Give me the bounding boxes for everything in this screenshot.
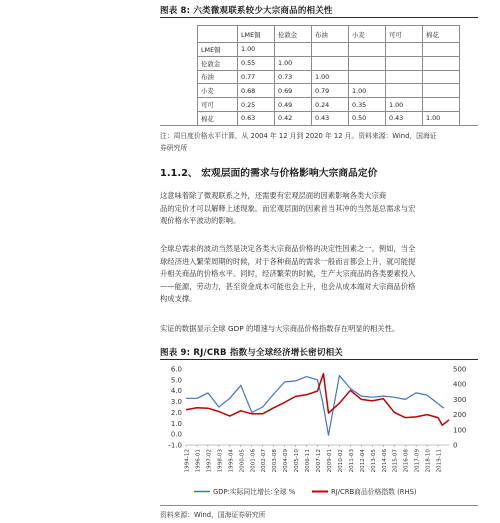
x-tick-label: 2009-01 <box>326 449 333 473</box>
left-tick-label: 1.0 <box>170 419 182 428</box>
table-cell: 0.43 <box>312 111 349 125</box>
row-label: 小麦 <box>198 84 238 98</box>
table-header-cell: 布油 <box>312 26 349 43</box>
table-cell <box>349 56 386 70</box>
paragraph-line: 品的定价才可以解释上述现象。而宏观层面的因素首当其冲的当然是总需求与宏 <box>160 203 416 213</box>
x-tick-label: 2000-05 <box>239 449 246 473</box>
figure8-note-cont: 券研究所 <box>160 144 188 152</box>
legend-label-crb: RJ/CRB商品价格指数 (RHS) <box>331 488 417 496</box>
paragraph-line: 升相关商品的价格水平。同时，经济繁荣的时候，生产大宗商品的各类要素投入 <box>160 269 416 279</box>
paragraph-3 <box>160 323 478 336</box>
row-label: 伦敦金 <box>198 56 238 70</box>
section-heading: 1.1.2、 宏观层面的需求与价格影响大宗商品定价 <box>160 168 378 179</box>
table-cell <box>386 56 423 70</box>
table-cell <box>386 70 423 84</box>
table-cell: 0.49 <box>275 98 312 112</box>
paragraph-2 <box>160 243 478 306</box>
figure9-title-rule <box>160 359 478 360</box>
x-tick-label: 2019-11 <box>436 449 443 473</box>
table-header-row <box>198 26 460 43</box>
left-tick-label: 2.0 <box>170 408 182 417</box>
table-row <box>198 70 460 84</box>
table-cell: 0.68 <box>238 84 275 98</box>
x-tick-label: 2018-10 <box>425 449 432 473</box>
x-tick-label: 2012-04 <box>359 449 366 473</box>
table-header-cell: LME铜 <box>238 26 275 43</box>
table-cell <box>275 43 312 57</box>
left-tick-label: 3.0 <box>170 398 182 407</box>
table-cell: 0.42 <box>275 111 312 125</box>
x-tick-label: 1996-01 <box>195 449 202 473</box>
gdp-crb-chart <box>160 361 478 503</box>
table-cell: 0.69 <box>275 84 312 98</box>
table-cell: 1.00 <box>275 56 312 70</box>
x-tick-label: 2005-10 <box>294 449 301 473</box>
x-tick-label: 2004-09 <box>283 449 290 473</box>
left-tick-label: 6.0 <box>170 365 182 374</box>
chart-lines <box>186 374 449 436</box>
paragraph-line: 实证的数据显示全球 GDP 的增速与大宗商品价格指数存在明显的相关性。 <box>160 324 400 333</box>
table-row <box>198 111 460 125</box>
x-tick-label: 2016-08 <box>403 449 410 473</box>
table-cell: 1.00 <box>238 43 275 57</box>
table-cell <box>423 84 460 98</box>
figure8-title-rule <box>160 17 478 18</box>
gdp-series-line <box>186 376 444 436</box>
right-tick-label: 400 <box>453 380 467 389</box>
row-label: LME铜 <box>198 43 238 57</box>
x-tick-label: 2014-06 <box>381 449 388 473</box>
paragraph-line: 构成支撑。 <box>160 294 197 304</box>
x-tick-label: 1998-03 <box>217 449 224 473</box>
row-label: 布油 <box>198 70 238 84</box>
table-cell: 0.73 <box>275 70 312 84</box>
table-cell: 0.55 <box>238 56 275 70</box>
figure9-bottom-rule <box>160 505 478 506</box>
right-tick-label: 100 <box>453 426 467 435</box>
left-tick-label: 0.0 <box>170 430 182 439</box>
table-header-cell: 小麦 <box>349 26 386 43</box>
table-cell: 1.00 <box>386 98 423 112</box>
right-tick-label: 500 <box>453 365 467 374</box>
table-row <box>198 43 460 57</box>
right-tick-label: 0 <box>453 441 458 450</box>
x-tick-label: 2002-07 <box>261 449 268 473</box>
x-tick-label: 1997-02 <box>206 449 213 473</box>
x-tick-label: 2003-08 <box>272 449 279 473</box>
table-cell <box>349 43 386 57</box>
x-tick-label: 2007-12 <box>316 449 322 473</box>
chart-legend <box>194 487 417 496</box>
figure9-title: 图表 9: RJ/CRB 指数与全球经济增长密切相关 <box>160 348 343 358</box>
table-header-cell: 伦敦金 <box>275 26 312 43</box>
legend-label-gdp: GDP:实际同比增长:全球 % <box>213 488 296 496</box>
x-tick-label: 2015-07 <box>392 449 399 473</box>
table-cell <box>423 98 460 112</box>
table-cell: 1.00 <box>312 70 349 84</box>
table-cell: 0.24 <box>312 98 349 112</box>
paragraph-line: ——能源，劳动力，甚至资金成本可能也会上升，也会从成本端对大宗商品价格 <box>160 281 416 291</box>
table-cell: 0.79 <box>312 84 349 98</box>
table-cell: 0.25 <box>238 98 275 112</box>
table-cell: 1.00 <box>349 84 386 98</box>
table-cell <box>349 70 386 84</box>
table-row <box>198 98 460 112</box>
row-label: 棉花 <box>198 111 238 125</box>
paragraph-line: 观价格水平波动的影响。 <box>160 216 241 226</box>
table-cell <box>423 43 460 57</box>
table-header-cell <box>198 26 238 43</box>
table-cell <box>386 84 423 98</box>
left-tick-label: -1.0 <box>168 441 182 450</box>
left-tick-label: 5.0 <box>170 376 182 385</box>
row-label: 可可 <box>198 98 238 112</box>
paragraph-line: 这意味着除了微观联系之外，还需要有宏观层面的因素影响各类大宗商 <box>160 191 387 200</box>
x-tick-label: 2001-06 <box>250 449 257 473</box>
x-tick-label: 2010-02 <box>337 449 344 473</box>
table-cell <box>423 70 460 84</box>
left-tick-label: 4.0 <box>170 387 182 396</box>
figure9-source: 资料来源：Wind，国海证券研究所 <box>160 511 266 519</box>
table-row <box>198 56 460 70</box>
table-cell <box>423 56 460 70</box>
table-cell: 0.77 <box>238 70 275 84</box>
x-tick-label: 1999-04 <box>228 449 235 473</box>
x-tick-label: 2011-03 <box>348 449 355 473</box>
table-cell: 1.00 <box>423 111 460 125</box>
x-tick-label: 2006-11 <box>305 449 312 473</box>
table-bottom-rule <box>160 125 478 126</box>
table-cell <box>386 43 423 57</box>
table-row <box>198 84 460 98</box>
correlation-table <box>197 25 460 126</box>
table-header-cell: 棉花 <box>423 26 460 43</box>
table-cell <box>312 56 349 70</box>
table-cell <box>312 43 349 57</box>
table-cell: 0.50 <box>349 111 386 125</box>
paragraph-1 <box>160 190 478 228</box>
paragraph-line: 球经济进入繁荣周期的时候，对于各种商品的需求一般而言都会上升，就可能提 <box>160 256 416 266</box>
right-tick-label: 300 <box>453 395 467 404</box>
figure8-title: 图表 8: 六类微观联系较少大宗商品的相关性 <box>160 6 333 16</box>
table-cell: 0.35 <box>349 98 386 112</box>
figure8-note: 注：周日度价格水平计算，从 2004 年 12 月到 2020 年 12 月。资料来源：Wind，国海证 <box>160 132 437 140</box>
x-tick-label: 1994-12 <box>184 449 191 473</box>
table-cell: 0.43 <box>386 111 423 125</box>
x-tick-label: 2017-09 <box>414 449 421 473</box>
table-cell: 0.63 <box>238 111 275 125</box>
x-tick-label: 2013-05 <box>370 449 377 473</box>
paragraph-line: 全球总需求的波动当然是决定各类大宗商品价格的决定性因素之一。例如，当全 <box>160 244 416 253</box>
table-header-cell: 可可 <box>386 26 423 43</box>
right-tick-label: 200 <box>453 411 467 420</box>
